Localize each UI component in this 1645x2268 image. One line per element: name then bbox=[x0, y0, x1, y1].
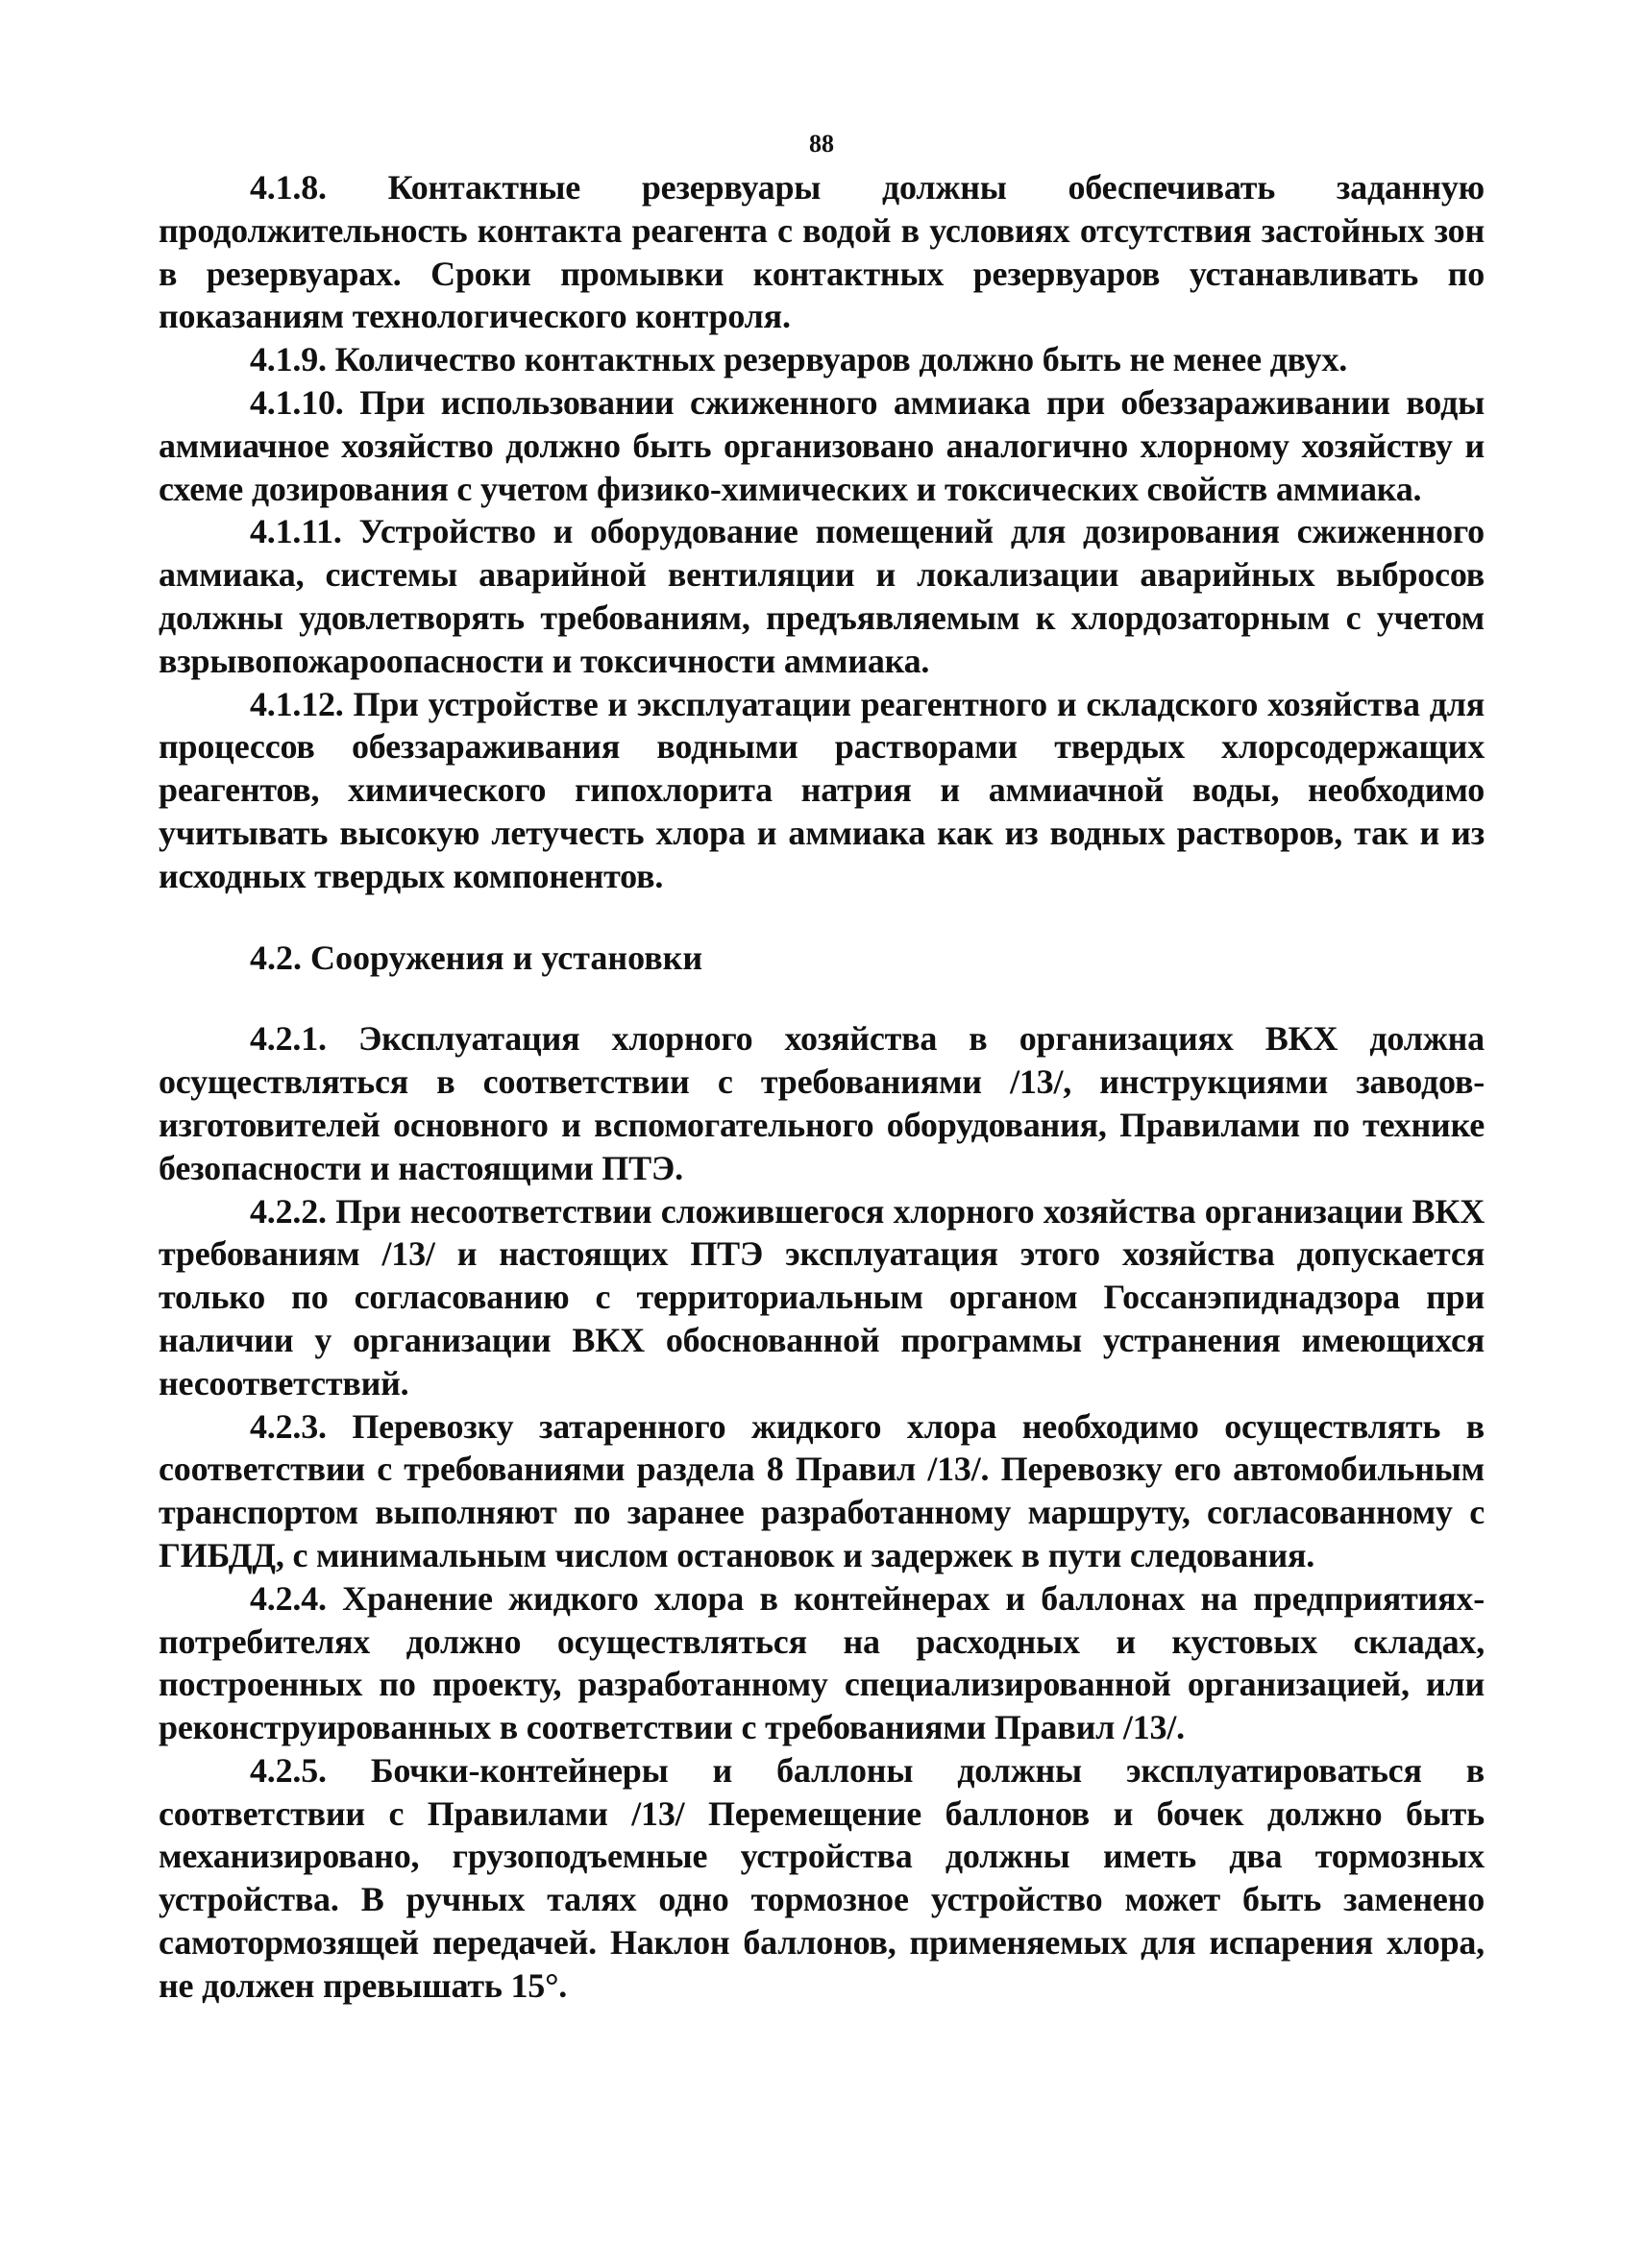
section-heading: 4.2. Сооружения и установки bbox=[250, 938, 703, 977]
paragraph-4-1-12: 4.1.12. При устройстве и эксплуатации реагентного и складского хозяйства для процессов обеззараживания водными растворами твердых хлорсодержащих реагентов, химического гипохлорита натрия и аммиачной воды, необходимо учитывать высокую летучесть хлора и аммиака как из водных растворов, так и из исходных твердых компонентов. bbox=[159, 684, 1485, 895]
paragraph-4-1-8: 4.1.8. Контактные резервуары должны обеспечивать заданную продолжительность контакта реагента с водой в условиях отсутствия застойных зон в резервуарах. Сроки промывки контактных резервуаров устанавливать по показаниям технологического контроля. bbox=[159, 168, 1485, 336]
paragraph-4-2-5: 4.2.5. Бочки-контейнеры и баллоны должны эксплуатироваться в соответствии с Правилами /13/ Перемещение баллонов и бочек должно быть механизировано, грузоподъемные устройства должны иметь два тормозных устройства. В ручных талях одно тормозное устройство может быть заменено самотормозящей передачей. Наклон баллонов, применяемых для испарения хлора, не должен превышать 15°. bbox=[159, 1750, 1485, 2005]
paragraph-4-2-2: 4.2.2. При несоответствии сложившегося хлорного хозяйства организации ВКХ требованиям /13/ и настоящих ПТЭ эксплуатация этого хозяйства допускается только по согласованию с территориальным органом Госсанэпиднадзора при наличии у организации ВКХ обоснованной программы устранения имеющихся несоответствий. bbox=[159, 1191, 1485, 1402]
document-page bbox=[159, 130, 1485, 2008]
paragraph-4-1-10: 4.1.10. При использовании сжиженного аммиака при обеззараживании воды аммиачное хозяйство должно быть организовано аналогично хлорному хозяйству и схеме дозирования с учетом физико-химических и токсических свойств аммиака. bbox=[159, 382, 1485, 508]
paragraph-4-1-9: 4.1.9. Количество контактных резервуаров должно быть не менее двух. bbox=[250, 340, 1348, 379]
paragraph-4-1-11: 4.1.11. Устройство и оборудование помещений для дозирования сжиженного аммиака, системы аварийной вентиляции и локализации аварийных выбросов должны удовлетворять требованиям, предъявляемым к хлордозаторным с учетом взрывопожароопасности и токсичности аммиака. bbox=[159, 512, 1485, 680]
page-number: 88 bbox=[809, 130, 834, 158]
paragraph-4-2-1: 4.2.1. Эксплуатация хлорного хозяйства в организациях ВКХ должна осуществляться в соответствии с требованиями /13/, инструкциями заводов-изготовителей основного и вспомогательного оборудования, Правилами по технике безопасности и настоящими ПТЭ. bbox=[159, 1019, 1485, 1187]
paragraph-4-2-4: 4.2.4. Хранение жидкого хлора в контейнерах и баллонах на предприятиях-потребителях должно осуществляться на расходных и кустовых складах, построенных по проекту, разработанному специализированной организацией, или реконструированных в соответствии с требованиями Правил /13/. bbox=[159, 1578, 1485, 1747]
paragraph-4-2-3: 4.2.3. Перевозку затаренного жидкого хлора необходимо осуществлять в соответствии с требованиями раздела 8 Правил /13/. Перевозку его автомобильным транспортом выполняют по заранее разработанному маршруту, согласованному с ГИБДД, с минимальным числом остановок и задержек в пути следования. bbox=[159, 1406, 1485, 1574]
